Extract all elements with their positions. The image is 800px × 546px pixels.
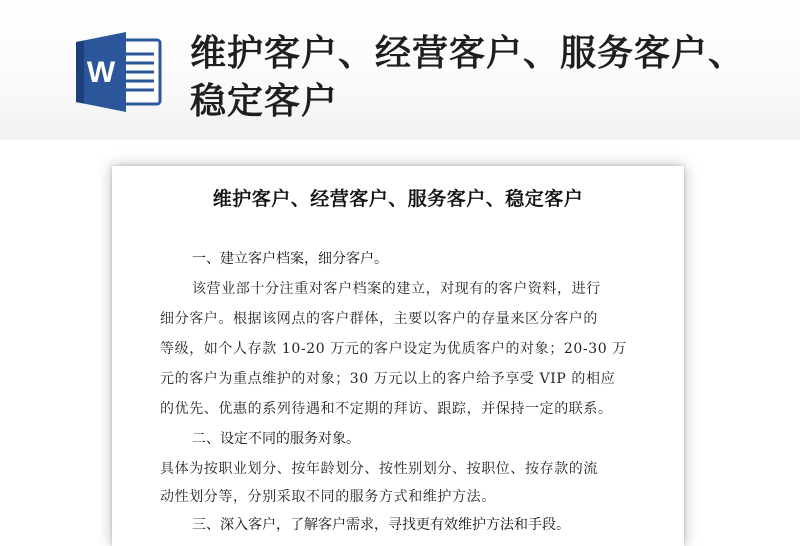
- section-2-line: 具体为按职业划分、按年龄划分、按性别划分、按职位、按存款的流: [160, 461, 598, 477]
- section-1-line: 元的客户为重点维护的对象；30 万元以上的客户给予享受 VIP 的相应: [160, 371, 616, 387]
- section-1-line: 的优先、优惠的系列待遇和不定期的拜访、跟踪，并保持一定的联系。: [160, 401, 613, 417]
- section-1-line: 细分客户。根据该网点的客户群体，主要以客户的存量来区分客户的: [160, 311, 598, 327]
- header-banner: [0, 0, 800, 140]
- section-1-line: 等级，如个人存款 10-20 万元的客户设定为优质客户的对象；20-30 万: [160, 341, 627, 357]
- document-title: 维护客户、经营客户、服务客户、稳定客户: [212, 188, 584, 210]
- header-title: 维护客户、经营客户、服务客户、稳定客户: [190, 33, 746, 122]
- section-2-heading: 二、设定不同的服务对象。: [192, 431, 360, 447]
- section-2-line: 动性划分等，分别采取不同的服务方式和维护方法。: [160, 489, 496, 505]
- document-page: [112, 166, 684, 546]
- word-logo-letter: W: [86, 56, 116, 89]
- section-1-heading: 一、建立客户档案，细分客户。: [192, 251, 388, 267]
- word-document-icon: [76, 32, 162, 112]
- section-1-line: 该营业部十分注重对客户档案的建立，对现有的客户资料，进行: [192, 281, 601, 297]
- section-3-heading: 三、深入客户，了解客户需求，寻找更有效维护方法和手段。: [192, 517, 570, 533]
